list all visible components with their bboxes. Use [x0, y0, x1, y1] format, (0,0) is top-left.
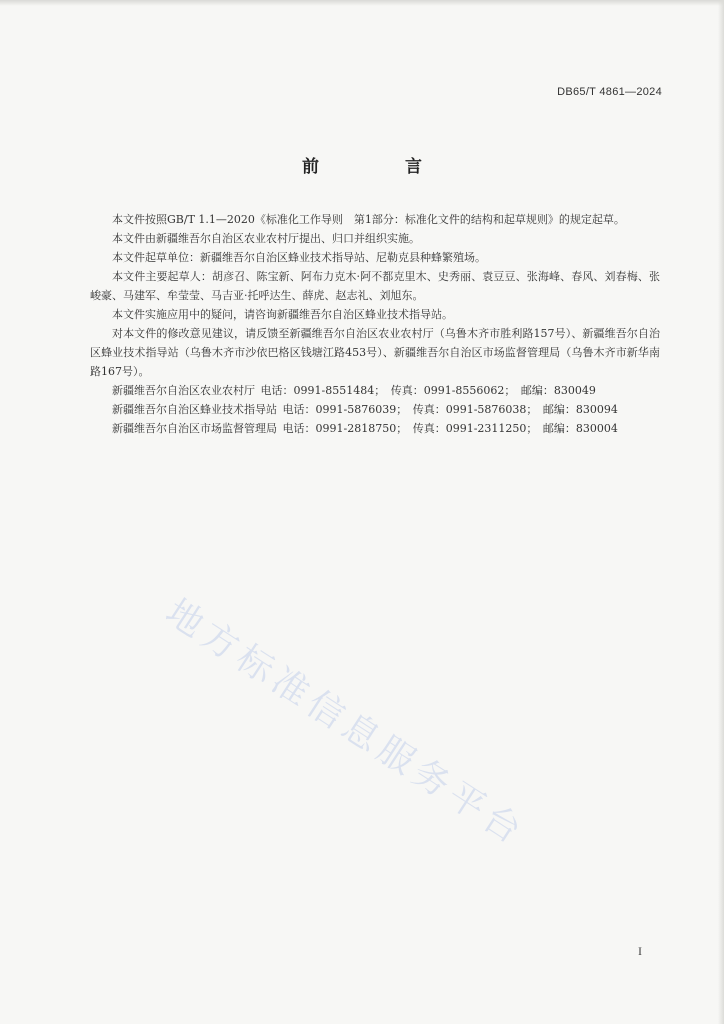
contact-line-apiculture [90, 400, 660, 419]
page-number: I [638, 944, 642, 958]
contact-fax: 传真：0991-5876038； [412, 403, 538, 416]
page-title: 前 言 [302, 157, 462, 177]
standard-code: DB65/T 4861—2024 [557, 86, 662, 98]
contact-phone: 电话：0991-8551484； [260, 384, 386, 397]
contact-postcode: 邮编：830004 [542, 422, 618, 435]
contact-line-market-supervision [90, 419, 660, 438]
paragraph-drafting-units: 本文件起草单位：新疆维吾尔自治区蜂业技术指导站、尼勒克县种蜂繁殖场。 [112, 251, 486, 264]
contact-postcode: 邮编：830049 [520, 384, 596, 397]
foreword-body [90, 210, 660, 438]
paragraph-inquiries: 本文件实施应用中的疑问，请咨询新疆维吾尔自治区蜂业技术指导站。 [112, 308, 453, 321]
scan-edge-top [0, 0, 724, 6]
contact-org: 新疆维吾尔自治区市场监督管理局 [112, 422, 277, 435]
contact-fax: 传真：0991-2311250； [412, 422, 538, 435]
paragraph-feedback: 对本文件的修改意见建议，请反馈至新疆维吾尔自治区农业农村厅（乌鲁木齐市胜利路157号）、新疆维吾尔自治区蜂业技术指导站（乌鲁木齐市沙依巴格区钱塘江路453号）、新疆维吾尔自治区市场监督管理局（乌鲁木齐市新华南路167号）。 [90, 327, 660, 378]
paragraph-drafters: 本文件主要起草人：胡彦召、陈宝新、阿布力克木·阿不都克里木、史秀丽、袁豆豆、张海峰、春风、刘春梅、张峻豪、马建军、牟莹莹、马吉亚·托呼达生、薛虎、赵志礼、刘旭东。 [90, 270, 660, 302]
contact-phone: 电话：0991-2818750； [282, 422, 408, 435]
contact-org: 新疆维吾尔自治区蜂业技术指导站 [112, 403, 277, 416]
contact-postcode: 邮编：830094 [542, 403, 618, 416]
contact-org: 新疆维吾尔自治区农业农村厅 [112, 384, 255, 397]
paragraph-proposer: 本文件由新疆维吾尔自治区农业农村厅提出、归口并组织实施。 [112, 232, 420, 245]
contact-phone: 电话：0991-5876039； [282, 403, 408, 416]
contact-fax: 传真：0991-8556062； [390, 384, 516, 397]
contact-line-agriculture [90, 381, 660, 400]
paragraph-drafting-rules: 本文件按照GB/T 1.1—2020《标准化工作导则 第1部分：标准化文件的结构和起草规则》的规定起草。 [112, 213, 625, 226]
watermark-text: 地方标准信息服务平台 [158, 591, 533, 855]
